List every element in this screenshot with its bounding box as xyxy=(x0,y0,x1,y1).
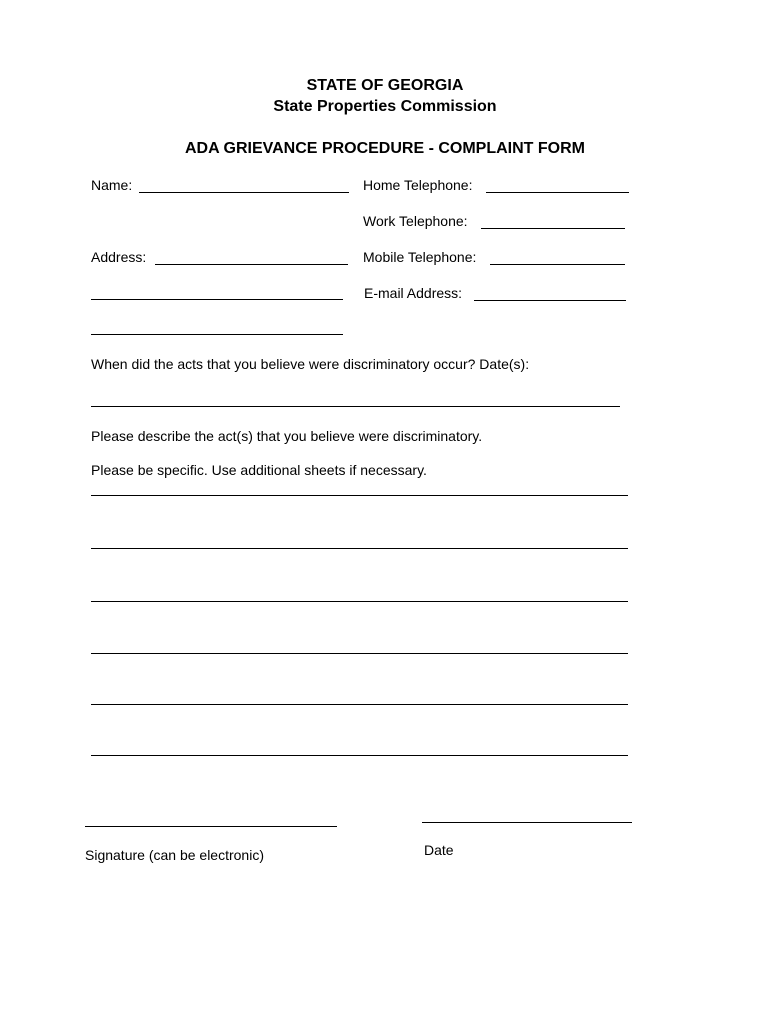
name-field[interactable] xyxy=(139,192,349,193)
address-field-line1[interactable] xyxy=(155,264,348,265)
form-title: ADA GRIEVANCE PROCEDURE - COMPLAINT FORM xyxy=(185,140,585,157)
email-field[interactable] xyxy=(474,300,626,301)
date-label: Date xyxy=(424,842,454,858)
description-line-1[interactable] xyxy=(91,495,628,496)
email-label: E-mail Address: xyxy=(364,285,463,301)
work-phone-field[interactable] xyxy=(481,228,625,229)
signature-label: Signature (can be electronic) xyxy=(85,847,264,863)
work-phone-label: Work Telephone: xyxy=(363,213,468,229)
agency-heading: State Properties Commission xyxy=(273,98,497,115)
home-phone-field[interactable] xyxy=(486,192,629,193)
signature-line[interactable] xyxy=(85,826,337,827)
describe-instruction-1: Please describe the act(s) that you believe were discriminatory. xyxy=(91,428,483,444)
dates-question: When did the acts that you believe were discriminatory occur? Date(s): xyxy=(91,356,530,372)
address-field-line2[interactable] xyxy=(91,299,343,300)
address-field-line3[interactable] xyxy=(91,334,343,335)
mobile-phone-field[interactable] xyxy=(490,264,625,265)
description-line-4[interactable] xyxy=(91,653,628,654)
describe-instruction-2: Please be specific. Use additional sheets if necessary. xyxy=(91,462,427,478)
date-line[interactable] xyxy=(422,822,632,823)
name-label: Name: xyxy=(91,177,133,193)
state-heading: STATE OF GEORGIA xyxy=(306,77,464,94)
address-label: Address: xyxy=(91,249,147,265)
description-line-5[interactable] xyxy=(91,704,628,705)
description-line-2[interactable] xyxy=(91,548,628,549)
description-line-6[interactable] xyxy=(91,755,628,756)
dates-answer-line[interactable] xyxy=(91,406,620,407)
home-phone-label: Home Telephone: xyxy=(363,177,473,193)
mobile-phone-label: Mobile Telephone: xyxy=(363,249,477,265)
description-line-3[interactable] xyxy=(91,601,628,602)
